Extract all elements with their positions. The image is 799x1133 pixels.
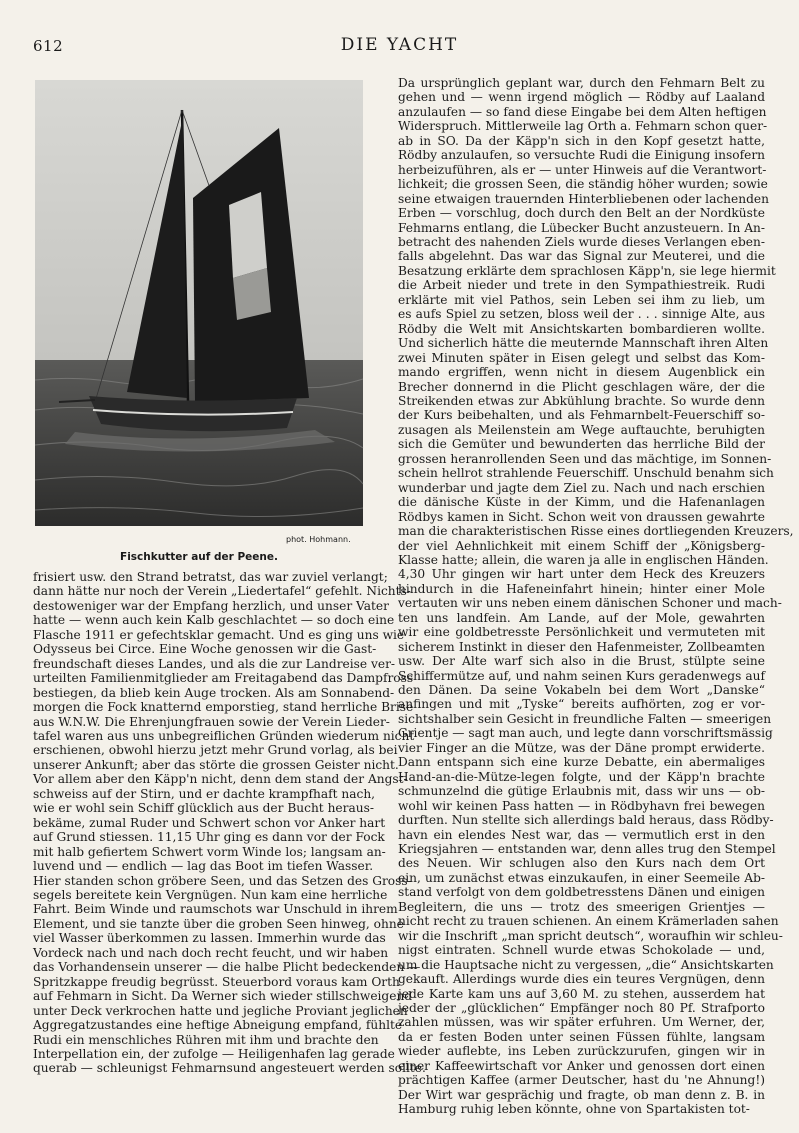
text-line: schein hellrot strahlende Feuerschiff. Unschuld benahm sich xyxy=(398,466,774,481)
text-line: das Vorhandensein unserer — die halbe Plicht bedeckenden — xyxy=(33,960,421,975)
text-line: Rödby die Welt mit Ansichtskarten bombardieren wollte. xyxy=(398,321,765,336)
text-line: Brecher donnernd in die Plicht geschlagen wäre, der die xyxy=(398,379,765,394)
text-line: Besatzung erklärte dem sprachlosen Käpp'n, sie lege hiermit xyxy=(398,263,776,278)
page-number: 612 xyxy=(33,37,64,55)
text-line: Kriegsjahren — entstanden war, denn alles trug den Stempel xyxy=(398,842,776,857)
text-line: Grientje — sagt man auch, und legte dann vorschriftsmässig xyxy=(398,726,773,741)
text-line: grossen heranrollenden Seen und das mächtige, im Sonnen- xyxy=(398,451,772,466)
text-line: wunderbar und jagte dem Ziel zu. Nach und nach erschien xyxy=(398,480,765,495)
text-line: segels bereitete kein Vergnügen. Nun kam eine herrliche xyxy=(33,887,388,902)
text-line: Rödby anzulaufen, so versuchte Rudi die Einigung insofern xyxy=(398,148,765,163)
text-line: bekäme, zumal Ruder und Schwert schon vor Anker hart xyxy=(33,815,386,830)
text-line: mando ergriffen, wenn nicht in diesem Augenblick ein xyxy=(398,365,765,380)
text-line: Widerspruch. Mittlerweile lag Orth a. Fehmarn schon quer- xyxy=(398,119,768,134)
text-line: seine etwaigen trauernden Hinterbliebenen oder lachenden xyxy=(398,191,769,206)
text-line: Spritzkappe freudig begrüsst. Steuerbord voraus kam Orth xyxy=(33,974,400,989)
text-line: den Dänen. Da seine Vokabeln bei dem Wort „Danske“ xyxy=(398,683,765,698)
text-line: auf Grund stiessen. 11,15 Uhr ging es dann vor der Fock xyxy=(33,830,385,845)
photo-caption: Fischkutter auf der Peene. xyxy=(120,551,278,563)
text-line: urteilten Familienmitglieder am Freitagabend das Dampfross xyxy=(33,671,414,686)
text-line: wohl wir keinen Pass hatten — in Rödbyhavn frei bewegen xyxy=(398,798,765,813)
text-line: wie er wohl sein Schiff glücklich aus der Bucht heraus- xyxy=(33,801,374,816)
text-line: herbeizuführen, als er — unter Hinweis auf die Verantwort- xyxy=(398,162,767,177)
right-text-column xyxy=(398,76,794,1117)
text-line: usw. Der Alte warf sich also in die Brust, stülpte seine xyxy=(398,654,765,669)
text-line: bestiegen, da blieb kein Auge trocken. Als am Sonnabend- xyxy=(33,685,395,700)
left-text-column xyxy=(33,570,426,1076)
text-line: 4,30 Uhr gingen wir hart unter dem Heck des Kreuzers xyxy=(398,567,765,582)
text-line: die Arbeit nieder und trete in den Sympathiestreik. Rudi xyxy=(398,278,765,293)
text-line: anzulaufen — so fand diese Eingabe bei dem Alten heftigen xyxy=(398,104,767,119)
text-line: vertauten wir uns neben einem dänischen Schoner und mach- xyxy=(398,596,782,611)
text-line: zahlen müssen, was wir später erfuhren. Um Werner, der, xyxy=(398,1015,765,1030)
text-line: Und sicherlich hätte die meuternde Mannschaft ihren Alten xyxy=(398,336,769,351)
text-line: wir die Inschrift „man spricht deutsch“, woraufhin wir schleu- xyxy=(398,928,783,943)
text-line: erklärte mit viel Pathos, sein Leben sei ihm zu lieb, um xyxy=(398,292,765,307)
text-line: Rudi ein menschliches Rühren mit ihm und brachte den xyxy=(33,1032,379,1047)
text-line: es aufs Spiel zu setzen, bloss weil der . . . sinnige Alte, aus xyxy=(398,307,765,322)
text-line: des Neuen. Wir schlugen also den Kurs nach dem Ort xyxy=(398,856,765,871)
text-line: anfingen und mit „Tyske“ bereits aufhörten, zog er vor- xyxy=(398,697,765,712)
text-line: sich die Gemüter und bewunderten das herrliche Bild der xyxy=(398,437,765,452)
text-line: Flasche 1911 er gefechtsklar gemacht. Und es ging uns wie xyxy=(33,627,405,642)
text-line: man die charakteristischen Risse eines dortliegenden Kreuzers, xyxy=(398,524,794,539)
text-line: nigst eintraten. Schnell wurde etwas Schokolade — und, xyxy=(398,943,765,958)
text-line: jeder der „glücklichen“ Empfänger noch 80 Pf. Strafporto xyxy=(398,1001,765,1015)
text-line: Aggregatzustandes eine heftige Abneigung empfand, fühlte xyxy=(33,1018,403,1033)
text-line: mit halb gefiertem Schwert vorm Winde los; langsam an- xyxy=(33,844,386,859)
text-line: Hamburg ruhig leben könnte, ohne von Spartakisten tot- xyxy=(398,1102,750,1117)
text-line: jede Karte kam uns auf 3,60 M. zu stehen, ausserdem hat xyxy=(398,986,765,1001)
text-line: hatte — wenn auch kein Kalb geschlachtet — so doch eine xyxy=(33,613,395,628)
text-line: gekauft. Allerdings wurde dies ein teures Vergnügen, denn xyxy=(398,972,765,987)
text-line: ab in SO. Da der Käpp'n sich in den Kopf gesetzt hatte, xyxy=(398,133,765,148)
text-line: zwei Minuten später in Eisen gelegt und selbst das Kom- xyxy=(398,350,765,365)
text-line: Vordeck nach und nach doch recht feucht, und wir haben xyxy=(33,945,389,960)
sailing-boat-photo xyxy=(35,80,363,526)
text-line: Streikenden etwas zur Abkühlung brachte. So wurde denn xyxy=(398,393,765,408)
text-line: ein, um zunächst etwas einzukaufen, in einer Seemeile Ab- xyxy=(398,870,765,885)
photo-credit: phot. Hohmann. xyxy=(286,535,351,544)
text-line: durften. Nun stellte sich allerdings bald heraus, dass Rödby- xyxy=(398,813,774,828)
text-line: ten uns landfein. Am Lande, auf der Mole, gewahrten xyxy=(398,610,765,625)
text-line: vier Finger an die Mütze, was der Däne prompt erwiderte. xyxy=(398,740,765,755)
text-line: Odysseus bei Circe. Eine Woche genossen wir die Gast- xyxy=(33,642,377,657)
text-line: da er festen Boden unter seinen Füssen fühlte, langsam xyxy=(398,1029,765,1044)
page-title: DIE YACHT xyxy=(340,35,459,55)
text-line: querab — schleunigst Fehmarnsund angesteuert werden sollte. xyxy=(33,1061,426,1076)
text-line: zusagen als Meilenstein am Wege auftauchte, beruhigten xyxy=(398,422,765,437)
text-line: morgen die Fock knatternd emporstieg, stand herrliche Brise xyxy=(33,700,414,715)
text-line: tafel waren aus uns unbegreiflichen Gründen wiederum nicht xyxy=(33,728,415,743)
text-line: aus W.N.W. Die Ehrenjungfrauen sowie der Verein Lieder- xyxy=(33,714,390,729)
text-line: Fehmarns entlang, die Lübecker Bucht anzusteuern. In An- xyxy=(398,220,765,235)
text-line: auf Fehmarn in Sicht. Da Werner sich wieder stillschweigend xyxy=(33,989,413,1004)
text-line: Begleitern, die uns — trotz des smeerigen Grientjes — xyxy=(398,899,765,914)
text-line: wir eine goldbetresste Persönlichkeit und vermuteten mit xyxy=(398,625,765,640)
text-line: wieder auflebte, ins Leben zurückzurufen, gingen wir in xyxy=(398,1044,765,1059)
text-line: sicherem Instinkt in dieser den Hafenmeister, Zollbeamten xyxy=(398,639,765,654)
text-line: destoweniger war der Empfang herzlich, und unser Vater xyxy=(33,598,389,613)
text-line: sichtshalber sein Gesicht in freundliche Falten — smeerigen xyxy=(398,711,772,726)
text-line: nicht recht zu trauen schienen. An einem Krämerladen sahen xyxy=(398,914,779,929)
text-line: die dänische Küste in der Kimm, und die Hafenanlagen xyxy=(398,495,765,510)
text-line: stand verfolgt von dem goldbetresstens Dänen und einigen xyxy=(398,885,765,900)
text-line: Rödbys kamen in Sicht. Schon weit von draussen gewahrte xyxy=(398,509,765,524)
text-line: havn ein elendes Nest war, das — vermutlich erst in den xyxy=(398,827,765,842)
text-line: lichkeit; die grossen Seen, die ständig höher wurden; sowie xyxy=(398,177,768,192)
text-line: prächtigen Kaffee (armer Deutscher, hast du 'ne Ahnung!) xyxy=(398,1073,765,1088)
text-line: Interpellation ein, der zufolge — Heiligenhafen lag gerade xyxy=(33,1046,395,1061)
text-line: luvend und — endlich — lag das Boot im tiefen Wasser. xyxy=(33,859,374,874)
text-line: Fahrt. Beim Winde und raumschots war Unschuld in ihrem xyxy=(33,902,398,917)
text-line: falls abgelehnt. Das war das Signal zur Meuterei, und die xyxy=(398,249,765,264)
text-line: hindurch in die Hafeneinfahrt hinein; hinter einer Mole xyxy=(398,581,765,596)
text-line: Erben — vorschlug, doch durch den Belt an der Nordküste xyxy=(398,206,765,221)
text-line: Schiffermütze auf, und nahm seinen Kurs geradenwegs auf xyxy=(398,668,765,683)
text-line: frisiert usw. den Strand betratst, das war zuviel verlangt; xyxy=(33,570,388,584)
text-line: Dann entspann sich eine kurze Debatte, ein abermaliges xyxy=(398,755,765,770)
text-line: einer Kaffeewirtschaft vor Anker und genossen dort einen xyxy=(398,1058,765,1073)
text-line: schmunzelnd die gütige Erlaubnis mit, dass wir uns — ob- xyxy=(398,784,765,799)
text-line: gehen und — wenn irgend möglich — Rödby auf Laaland xyxy=(398,90,765,105)
text-line: schweiss auf der Stirn, und er dachte krampfhaft nach, xyxy=(33,786,376,801)
text-line: Der Wirt war gesprächig und fragte, ob man denn z. B. in xyxy=(398,1087,765,1102)
text-line: betracht des nahenden Ziels wurde dieses Verlangen eben- xyxy=(398,234,765,249)
text-line: freundschaft dieses Landes, und als die zur Landreise ver- xyxy=(33,656,396,671)
text-line: Da ursprünglich geplant war, durch den Fehmarn Belt zu xyxy=(398,76,765,90)
text-line: dann hätte nur noch der Verein „Liedertafel“ gefehlt. Nichts- xyxy=(33,584,411,599)
text-line: der Kurs beibehalten, und als Fehmarnbelt-Feuerschiff so- xyxy=(398,408,765,423)
text-line: unter Deck verkrochen hatte und jegliche Proviant jeglichen xyxy=(33,1003,408,1018)
text-line: Hier standen schon gröbere Seen, und das Setzen des Gross- xyxy=(33,873,412,888)
text-line: Klasse hatte; allein, die waren ja alle in englischen Händen. xyxy=(398,552,769,567)
text-line: unserer Ankunft; aber das störte die grossen Geister nicht. xyxy=(33,757,399,772)
text-line: der viel Aehnlichkeit mit einem Schiff der „Königsberg- xyxy=(398,538,765,553)
text-line: erschienen, obwohl hierzu jetzt mehr Grund vorlag, als bei xyxy=(33,743,398,758)
text-line: Hand-an-die-Mütze-legen folgte, und der Käpp'n brachte xyxy=(398,769,765,784)
text-line: Vor allem aber den Käpp'n nicht, denn dem stand der Angst- xyxy=(33,772,408,787)
text-line: um die Hauptsache nicht zu vergessen, „die“ Ansichtskarten xyxy=(398,957,774,972)
text-line: viel Wasser überkommen zu lassen. Immerhin wurde das xyxy=(33,931,386,946)
text-line: Element, und sie tanzte über die groben Seen hinweg, ohne xyxy=(33,916,404,931)
